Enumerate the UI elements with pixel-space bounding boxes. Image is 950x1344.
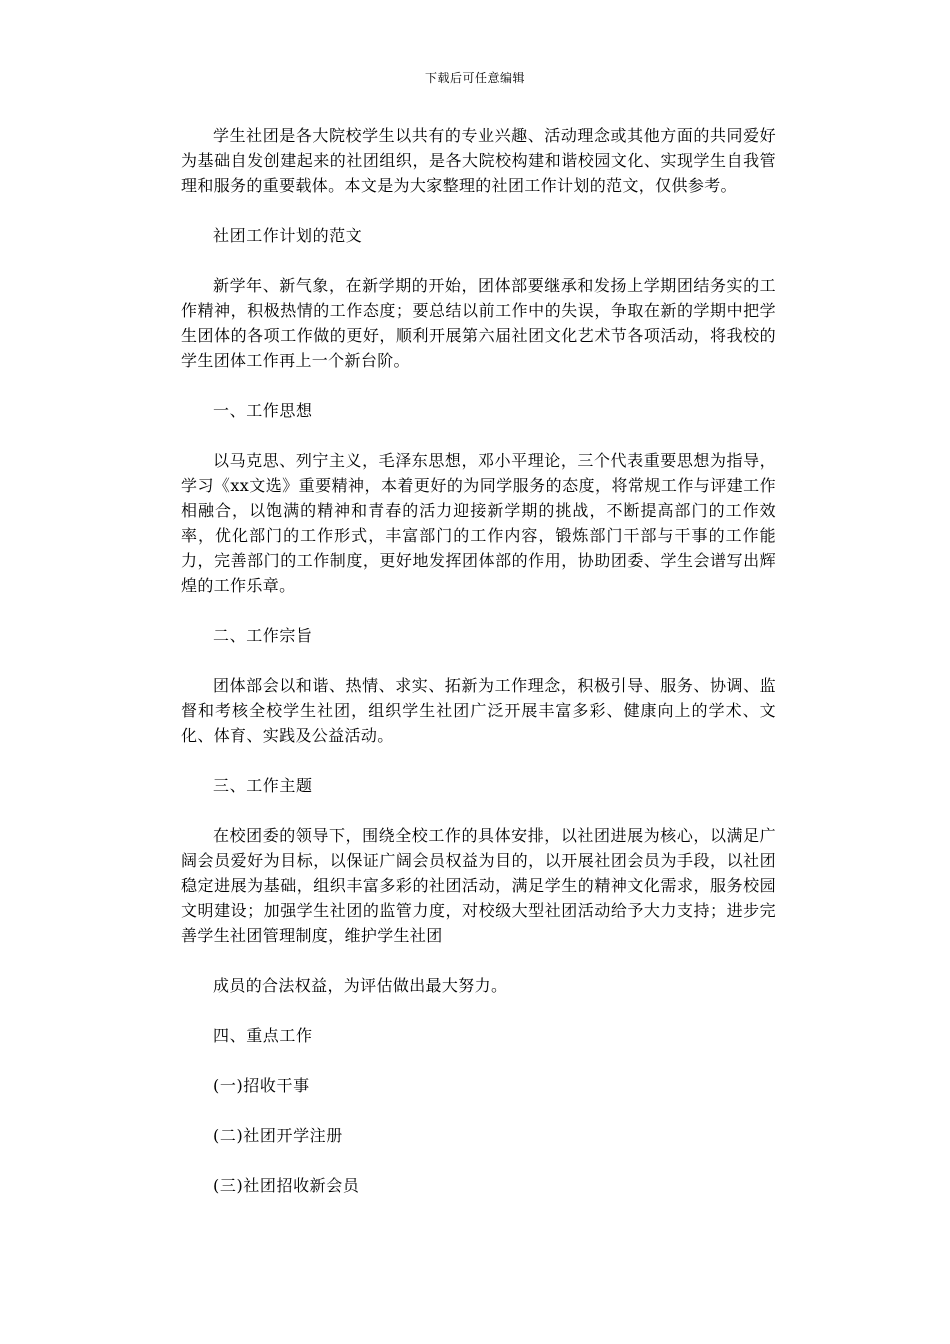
opening-paragraph: 新学年、新气象，在新学期的开始，团体部要继承和发扬上学期团结务实的工作精神，积极热情的工作态度；要总结以前工作中的失误，争取在新的学期中把学生团体的各项工作做的更好，顺利开展第六届社团文化艺术节各项活动，将我校的学生团体工作再上一个新台阶。: [181, 276, 776, 370]
section-2-heading: 二、工作宗旨: [213, 626, 313, 645]
list-item-recruit-staff: (一)招收干事: [213, 1076, 310, 1095]
section-1-heading: 一、工作思想: [213, 401, 313, 420]
section-3-continuation: 成员的合法权益，为评估做出最大努力。: [213, 976, 508, 995]
document-title: 社团工作计划的范文: [213, 226, 363, 245]
section-3-paragraph: 在校团委的领导下，围绕全校工作的具体安排，以社团进展为核心，以满足广阔会员爱好为目标，以保证广阔会员权益为目的，以开展社团会员为手段，以社团稳定进展为基础，组织丰富多彩的社团活动，满足学生的精神文化需求，服务校园文明建设；加强学生社团的监管力度，对校级大型社团活动给予大力支持；进步完善学生社团管理制度，维护学生社团: [181, 826, 776, 945]
download-editable-note: 下载后可任意编辑: [424, 71, 525, 85]
list-item-club-registration: (二)社团开学注册: [213, 1126, 343, 1145]
document-body: [181, 123, 776, 1223]
section-4-heading: 四、重点工作: [213, 1026, 313, 1045]
section-2-paragraph: 团体部会以和谐、热情、求实、拓新为工作理念，积极引导、服务、协调、监督和考核全校学生社团，组织学生社团广泛开展丰富多彩、健康向上的学术、文化、体育、实践及公益活动。: [181, 676, 776, 745]
intro-paragraph: 学生社团是各大院校学生以共有的专业兴趣、活动理念或其他方面的共同爱好为基础自发创建起来的社团组织，是各大院校构建和谐校园文化、实现学生自我管理和服务的重要载体。本文是为大家整理的社团工作计划的范文，仅供参考。: [181, 126, 776, 195]
section-3-heading: 三、工作主题: [213, 776, 313, 795]
list-item-recruit-members: (三)社团招收新会员: [213, 1176, 360, 1195]
section-1-paragraph: 以马克思、列宁主义，毛泽东思想，邓小平理论，三个代表重要思想为指导，学习《xx文选》重要精神，本着更好的为同学服务的态度，将常规工作与评建工作相融合，以饱满的精神和青春的活力迎接新学期的挑战，不断提高部门的工作效率，优化部门的工作形式，丰富部门的工作内容，锻炼部门干部与干事的工作能力，完善部门的工作制度，更好地发挥团体部的作用，协助团委、学生会谱写出辉煌的工作乐章。: [181, 451, 776, 595]
